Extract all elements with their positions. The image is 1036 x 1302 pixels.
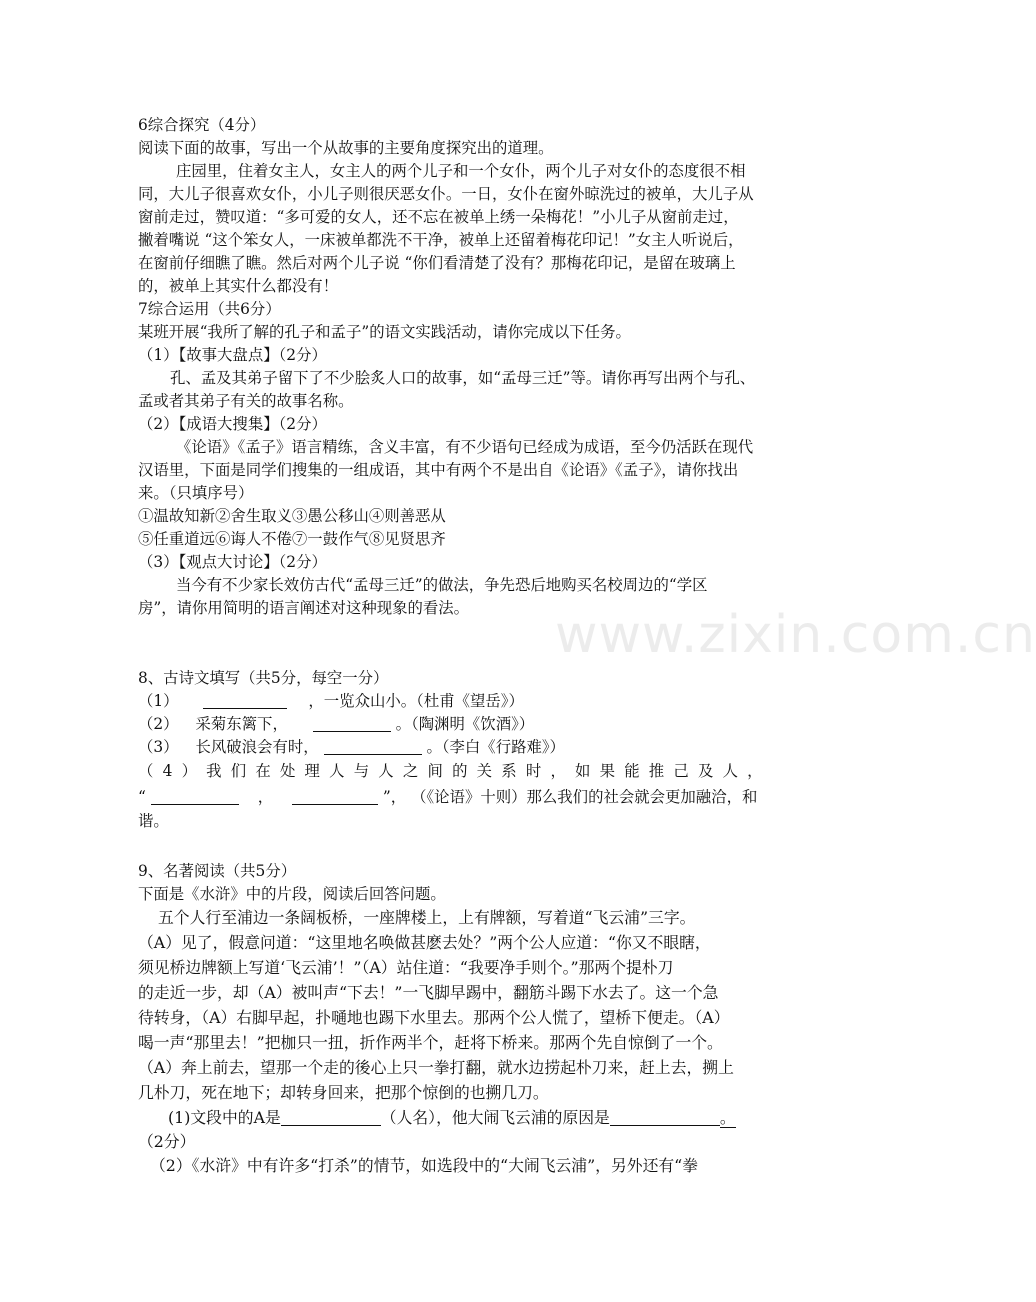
q7-title: 7综合运用（共6分） [138,300,281,318]
q9-question-1-score: （2分） [138,1132,196,1151]
item-text: （《论语》十则）那么我们的社会就会更加融洽，和 [411,788,758,806]
item-text: 。（李白《行路难》） [426,738,565,756]
q9-passage-line: （A）奔上前去，望那一个走的後心上只一拳打翻，就水边捞起朴刀来，赶上去，搠上 [138,1058,734,1077]
q6-title: 6综合探究（4分） [138,116,266,134]
idiom-list-row: ⑤任重道远⑥诲人不倦⑦一鼓作气⑧见贤思齐 [138,530,446,548]
item-text: 。（陶渊明《饮酒》） [395,715,535,733]
q7-part2-line: 来。（只填序号） [138,484,254,502]
q7-part3-line: 当今有不少家长效仿古代“孟母三迁”的做法，争先恐后地购买名校周边的“学区 [176,576,708,594]
item-text: 长风破浪会有时， [195,738,319,756]
q7-part3-line: 房”，请你用简明的语言阐述对这种现象的看法。 [138,599,470,617]
q9-passage-line: 待转身，（A）右脚早起，扑嗵地也踢下水里去。那两个公人慌了，望桥下便走。（A） [138,1008,730,1027]
question-text: (1)文段中的A是 [168,1108,281,1127]
q7-part1-title: （1）【故事大盘点】（2分） [138,346,327,364]
item-number: （2） [138,715,179,733]
q7-part1-line: 孟或者其弟子有关的故事名称。 [138,392,354,410]
q6-story-line: 庄园里，住着女主人，女主人的两个儿子和一个女仆，两个儿子对女仆的态度很不相 [176,162,746,180]
q6-story-line: 窗前走过，赞叹道：“多可爱的女人，还不忘在被单上绣一朵梅花！”小儿子从窗前走过， [138,208,739,226]
q8-item-4: （4）我们在处理人与人之间的关系时，如果能推己及人， [138,762,772,780]
q8-title: 8、古诗文填写（共5分，每空一分） [138,669,389,687]
quote-close: ”， [382,788,407,806]
q8-item-1 [138,690,524,712]
idiom-list-row: ①温故知新②舍生取义③愚公移山④则善恶从 [138,507,446,525]
q9-passage-line: 的走近一步，却（A）被叫声“下去！”一飞脚早踢中，翻筋斗踢下水去了。这一个急 [138,983,719,1002]
q9-passage-line: （A）见了，假意问道：“这里地名唤做甚麽去处？”两个公人应道：“你又不眼瞎， [138,933,711,952]
q9-passage-line: 喝一声“那里去！”把枷只一扭，折作两半个，赶将下桥来。那两个先自惊倒了一个。 [138,1033,723,1052]
q9-passage-line: 五个人行至浦边一条阔板桥，一座牌楼上，上有牌额，写着道“飞云浦”三字。 [158,908,696,927]
q6-story-line: 撇着嘴说 “这个笨女人，一床被单都洗不干净，被单上还留着梅花印记！”女主人听说后， [138,231,744,249]
comma: ， [257,788,274,806]
q7-intro: 某班开展“我所了解的孔子和孟子”的语文实践活动，请你完成以下任务。 [138,323,631,341]
q7-part2-title: （2）【成语大搜集】（2分） [138,415,327,433]
item-text: 采菊东篱下， [195,715,288,733]
q9-passage-line: 几朴刀，死在地下；却转身回来，把那个惊倒的也搠几刀。 [138,1083,549,1102]
q8-item-4-line3: 谐。 [138,812,169,830]
item-number: （1） [138,692,179,710]
answer-blank[interactable] [610,1109,720,1126]
item-text: ，一览众山小。（杜甫《望岳》） [308,692,524,710]
answer-blank[interactable] [281,1109,381,1126]
question-text: （人名），他大闹飞云浦的原因是 [380,1108,610,1127]
q7-part2-line: 《论语》《孟子》语言精练，含义丰富，有不少语句已经成为成语，至今仍活跃在现代 [176,438,754,456]
q6-instruction: 阅读下面的故事，写出一个从故事的主要角度探究出的道理。 [138,139,554,157]
q6-story-line: 在窗前仔细瞧了瞧。然后对两个儿子说 “你们看清楚了没有？那梅花印记，是留在玻璃上 [138,254,736,272]
quote-open: “ [138,788,146,806]
answer-blank[interactable] [324,738,422,755]
item-number: （3） [138,738,179,756]
answer-blank[interactable] [313,715,391,732]
q9-intro: 下面是《水浒》中的片段，阅读后回答问题。 [138,885,446,903]
watermark: www.zixin.com.cn [555,605,1036,665]
answer-blank[interactable] [203,692,287,709]
q9-question-2: （2）《水浒》中有许多“打杀”的情节，如选段中的“大闹飞云浦”，另外还有“拳 [150,1156,699,1175]
q8-item-2 [138,713,534,735]
q9-question-1 [168,1107,736,1129]
q6-story-line: 的，被单上其实什么都没有！ [138,277,339,295]
q9-title: 9、名著阅读（共5分） [138,862,297,880]
answer-blank[interactable] [151,788,239,805]
q7-part1-line: 孔、孟及其弟子留下了不少脍炙人口的故事，如“孟母三迁”等。请你再写出两个与孔、 [170,369,756,387]
q7-part3-title: （3）【观点大讨论】（2分） [138,553,327,571]
q6-story-line: 同，大儿子很喜欢女仆，小儿子则很厌恶女仆。一日，女仆在窗外晾洗过的被单，大儿子从 [138,185,754,203]
q8-item-3 [138,736,565,758]
q8-item-4-line2 [138,786,757,808]
q9-passage-line: 须见桥边牌额上写道‘飞云浦’！”（A）站住道：“我要净手则个。”那两个提朴刀 [138,958,674,977]
answer-blank[interactable] [292,788,378,805]
q7-part2-line: 汉语里，下面是同学们搜集的一组成语，其中有两个不是出自《论语》《孟子》，请你找出 [138,461,739,479]
question-text: 。 [719,1108,736,1127]
